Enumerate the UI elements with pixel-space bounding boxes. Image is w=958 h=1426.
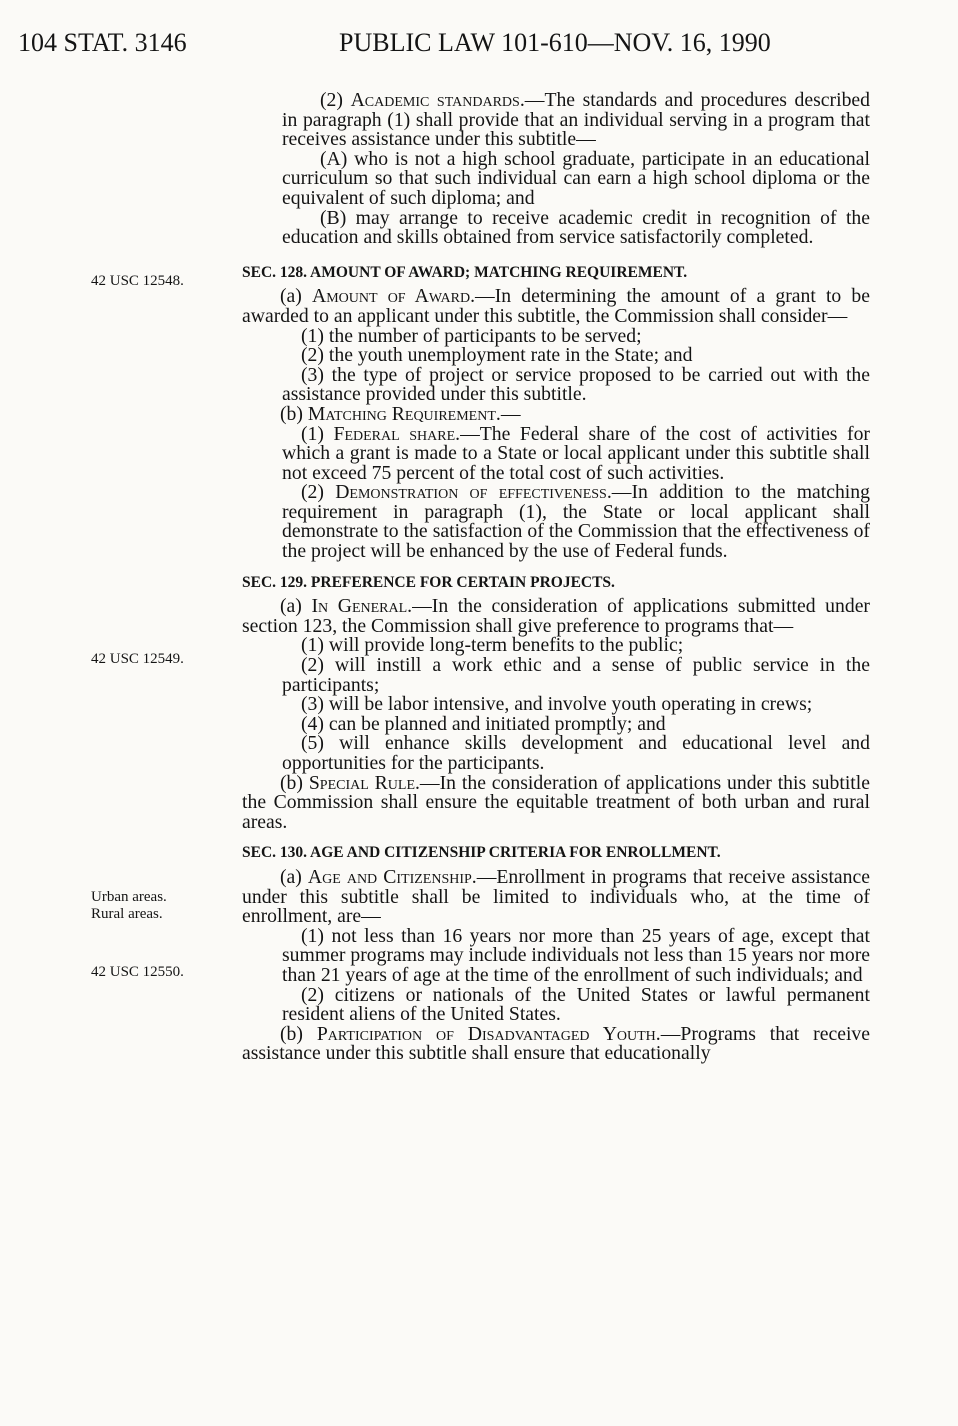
para-text: —Enrollment in programs that receive assistance under this subtitle shall be limited to individuals who, at the time of enrollment, are— xyxy=(242,865,870,928)
para-heading: Academic standards. xyxy=(350,89,525,111)
sec130-a-item-1: (1) not less than 16 years nor more than 25 years of age, except that summer programs may include individuals not less than 15 years nor more than 21 years of age at the time of the enrollment of such individuals; and xyxy=(282,924,870,986)
para-text: —In addition to the matching requirement in paragraph (1), the State or local applicant shall demonstrate to the satisfaction of the Commission that the effectiveness of the project will be enhanced by the use of Federal funds. xyxy=(282,481,870,563)
sec129-a-item-3: (3) will be labor intensive, and involve youth operating in crews; xyxy=(301,693,813,716)
para-number: (1) xyxy=(301,422,334,445)
para-heading: Participation of Disadvantaged Youth. xyxy=(316,1022,661,1045)
sec129-a-item-4: (4) can be planned and initiated promptly; and xyxy=(301,712,666,735)
para-number: (a) xyxy=(280,285,312,308)
para-number: (b) xyxy=(280,771,309,794)
para-text: —In the consideration of applications under this subtitle the Commission shall ensure the equitable treatment of both urban and rural areas. xyxy=(242,771,870,833)
para-text: —Programs that receive assistance under this subtitle shall ensure that educationally xyxy=(242,1022,870,1065)
margin-note-usc-12550: 42 USC 12550. xyxy=(91,964,184,980)
sec128-a-item-3: (3) the type of project or service proposed to be carried out with the assistance provided under this subtitle. xyxy=(282,363,870,406)
para-text: — xyxy=(500,402,521,425)
margin-note-rural-areas: Rural areas. xyxy=(91,906,163,922)
sec129-subsection-b xyxy=(242,771,870,833)
section-130-heading: SEC. 130. AGE AND CITIZENSHIP CRITERIA FOR ENROLLMENT. xyxy=(242,844,721,862)
section-129-heading: SEC. 129. PREFERENCE FOR CERTAIN PROJECTS. xyxy=(242,573,615,591)
para-heading: Matching Requirement. xyxy=(307,402,501,425)
sec129-a-item-2: (2) will instill a work ethic and a sense of public service in the participants; xyxy=(282,654,870,696)
para-text: —In determining the amount of a grant to be awarded to an applicant under this subtitle, the Commission shall consider— xyxy=(242,285,870,327)
sec130-subsection-b xyxy=(242,1022,870,1065)
margin-note-usc-12548: 42 USC 12548. xyxy=(91,273,184,289)
para-heading: Special Rule. xyxy=(308,771,420,794)
para-number: (2) xyxy=(320,89,351,111)
para-number: (b) xyxy=(280,1022,317,1045)
sec129-subsection-a xyxy=(242,597,870,636)
para-number: (a) xyxy=(280,595,312,618)
para-heading: In General. xyxy=(311,595,413,618)
para-heading: Demonstration of effectiveness. xyxy=(335,481,612,504)
para-number: (b) xyxy=(280,402,308,425)
sec130-a-item-2: (2) citizens or nationals of the United States or lawful permanent resident aliens of the United States. xyxy=(282,983,870,1026)
page-header xyxy=(0,28,958,68)
para-heading: Federal share. xyxy=(333,422,461,445)
stat-page-number: 104 STAT. 3146 xyxy=(18,28,187,57)
para-number: (2) xyxy=(301,481,336,504)
sec128-b-item-1 xyxy=(242,422,870,484)
subparagraph-b-academic: (B) may arrange to receive academic credit in recognition of the education and skills obtained from service satisfactorily completed. xyxy=(282,206,870,249)
subparagraph-a-academic: (A) who is not a high school graduate, participate in an educational curriculum so that such individual can earn a high school diploma or the equivalent of such diploma; and xyxy=(282,147,870,209)
section-128-heading: SEC. 128. AMOUNT OF AWARD; MATCHING REQUIREMENT. xyxy=(242,263,688,281)
sec128-a-item-1: (1) the number of participants to be served; xyxy=(301,324,642,347)
margin-note-urban-areas: Urban areas. xyxy=(91,889,167,905)
sec130-subsection-a xyxy=(242,865,870,928)
sec128-b-item-2 xyxy=(242,483,870,561)
margin-note-usc-12549: 42 USC 12549. xyxy=(91,651,184,667)
para-number: (a) xyxy=(280,865,308,888)
paragraph-academic-standards xyxy=(242,91,870,150)
sec128-a-item-2: (2) the youth unemployment rate in the State; and xyxy=(301,344,693,367)
sec128-subsection-a xyxy=(242,287,870,326)
para-text: —The standards and procedures described in paragraph (1) shall provide that an individual serving in a program that receives assistance under this subtitle— xyxy=(282,89,870,151)
para-text: —In the consideration of applications submitted under section 123, the Commission shall give preference to programs that— xyxy=(242,595,870,637)
sec129-a-item-5: (5) will enhance skills development and educational level and opportunities for the participants. xyxy=(282,732,870,774)
para-heading: Amount of Award. xyxy=(312,285,476,308)
statute-body xyxy=(242,91,870,1064)
sec129-a-item-1: (1) will provide long-term benefits to the public; xyxy=(301,634,684,657)
law-title: PUBLIC LAW 101-610—NOV. 16, 1990 xyxy=(339,28,771,57)
para-heading: Age and Citizenship. xyxy=(307,865,477,888)
para-text: —The Federal share of the cost of activities for which a grant is made to a State or local applicant under this subtitle shall not exceed 75 percent of the total cost of such activities. xyxy=(282,422,870,484)
